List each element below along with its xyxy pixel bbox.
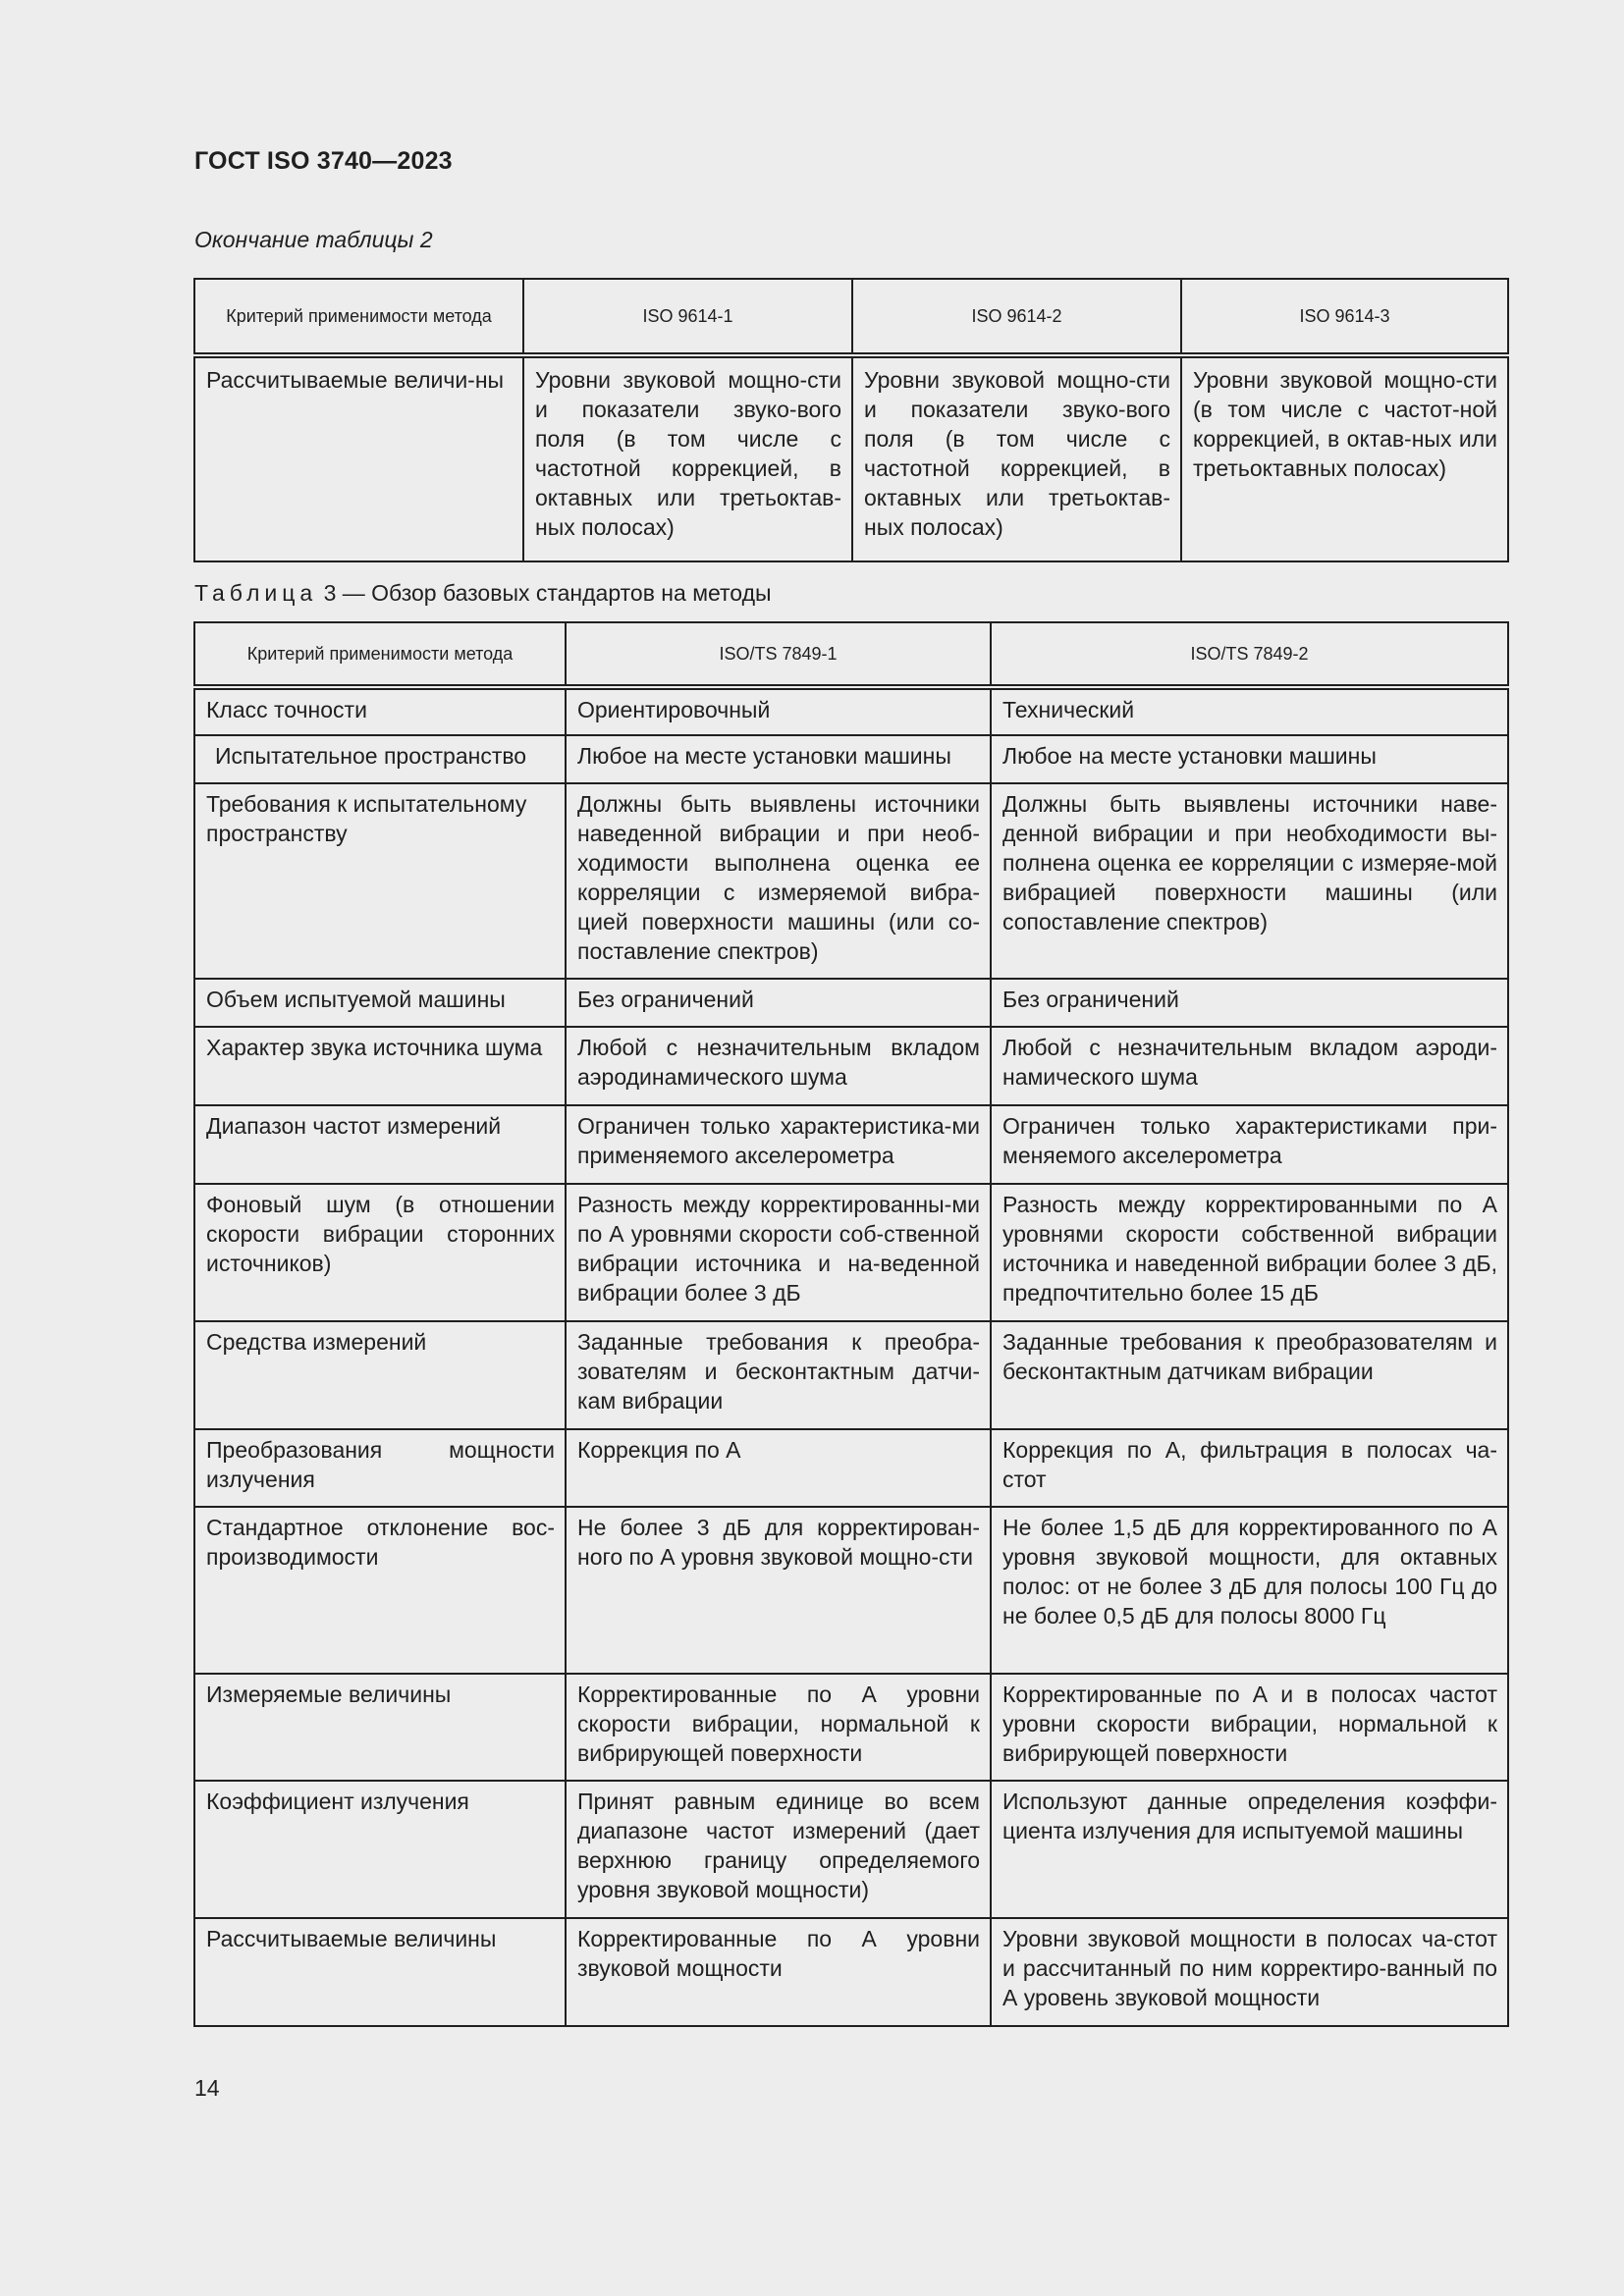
table-3: [193, 621, 1509, 2027]
table-row: [194, 1429, 1508, 1507]
table-row: [194, 355, 1508, 561]
table3-cell-criterion: Фоновый шум (в отношении скорости вибрации сторонних источников): [194, 1184, 566, 1321]
table-row: [194, 979, 1508, 1027]
table3-cell-iso-ts-7849-1: Коррекция по А: [566, 1429, 991, 1507]
table3-cell-iso-ts-7849-1: Ориентировочный: [566, 687, 991, 735]
table3-cell-criterion: Диапазон частот измерений: [194, 1105, 566, 1184]
table3-cell-iso-ts-7849-1: Должны быть выявлены источники наведенной вибрации и при необ-ходимости выполнена оценка ее корреляции с измеряемой вибра-цией поверхности машины (или со-поставление спектров): [566, 783, 991, 979]
table2-cell-iso9614-2: Уровни звуковой мощно-сти и показатели звуко-вого поля (в том числе с частотной коррекцией, в октавных или третьоктав-ных полосах): [852, 355, 1181, 561]
table3-cell-iso-ts-7849-1: Принят равным единице во всем диапазоне частот измерений (дает верхнюю границу определяемого уровня звуковой мощности): [566, 1781, 991, 1918]
table3-cell-iso-ts-7849-1: Разность между корректированны-ми по А уровнями скорости соб-ственной вибрации источника и на-веденной вибрации более 3 дБ: [566, 1184, 991, 1321]
table3-cell-iso-ts-7849-1: Без ограничений: [566, 979, 991, 1027]
table3-cell-iso-ts-7849-2: Разность между корректированными по А уровнями скорости собственной вибрации источника и наведенной вибрации более 3 дБ, предпочтительно более 15 дБ: [991, 1184, 1508, 1321]
table3-cell-criterion: Коэффициент излучения: [194, 1781, 566, 1918]
table3-cell-iso-ts-7849-1: Ограничен только характеристика-ми применяемого акселерометра: [566, 1105, 991, 1184]
table3-cell-iso-ts-7849-2: Любой с незначительным вкладом аэроди-намического шума: [991, 1027, 1508, 1105]
table3-cell-iso-ts-7849-1: Не более 3 дБ для корректирован-ного по А уровня звуковой мощно-сти: [566, 1507, 991, 1674]
table3-cell-iso-ts-7849-2: Не более 1,5 дБ для корректированного по А уровня звуковой мощности, для октавных полос: от не более 3 дБ для полосы 100 Гц до не более 0,5 дБ для полосы 8000 Гц: [991, 1507, 1508, 1674]
table3-cell-criterion: Характер звука источника шума: [194, 1027, 566, 1105]
table3-cell-iso-ts-7849-1: Любой с незначительным вкладом аэродинамического шума: [566, 1027, 991, 1105]
table-row: [194, 1321, 1508, 1429]
table3-cell-iso-ts-7849-2: Коррекция по А, фильтрация в полосах ча-стот: [991, 1429, 1508, 1507]
table-row: [194, 687, 1508, 735]
table-row: [194, 1105, 1508, 1184]
table-2: [193, 278, 1509, 562]
table3-cell-iso-ts-7849-1: Корректированные по А уровни звуковой мощности: [566, 1918, 991, 2026]
table3-cell-criterion: Испытательное пространство: [194, 735, 566, 783]
table3-cell-iso-ts-7849-2: Уровни звуковой мощности в полосах ча-стот и рассчитанный по ним корректиро-ванный по А уровень звуковой мощности: [991, 1918, 1508, 2026]
table3-cell-iso-ts-7849-2: Заданные требования к преобразователям и бесконтактным датчикам вибрации: [991, 1321, 1508, 1429]
table2-header-iso9614-1: ISO 9614-1: [523, 279, 852, 355]
table3-cell-iso-ts-7849-2: Без ограничений: [991, 979, 1508, 1027]
table2-cell-iso9614-3: Уровни звуковой мощно-сти (в том числе с частот-ной коррекцией, в октав-ных или третьоктавных полосах): [1181, 355, 1508, 561]
table3-cell-iso-ts-7849-1: Любое на месте установки машины: [566, 735, 991, 783]
table-row: [194, 1918, 1508, 2026]
table3-cell-criterion: Требования к испытательному пространству: [194, 783, 566, 979]
table2-header-iso9614-3: ISO 9614-3: [1181, 279, 1508, 355]
table3-cell-iso-ts-7849-2: Корректированные по А и в полосах частот уровни скорости вибрации, нормальной к вибрирующей поверхности: [991, 1674, 1508, 1781]
table3-header-criterion: Критерий применимости метода: [194, 622, 566, 687]
table3-caption-word: Таблица: [194, 580, 318, 606]
table2-cell-iso9614-1: Уровни звуковой мощно-сти и показатели звуко-вого поля (в том числе с частотной коррекцией, в октавных или третьоктав-ных полосах): [523, 355, 852, 561]
table3-cell-criterion: Объем испытуемой машины: [194, 979, 566, 1027]
table-row: [194, 735, 1508, 783]
table3-cell-criterion: Стандартное отклонение вос-производимости: [194, 1507, 566, 1674]
table3-caption: [194, 580, 772, 607]
table3-cell-criterion: Средства измерений: [194, 1321, 566, 1429]
table-row: [194, 1184, 1508, 1321]
table3-cell-iso-ts-7849-2: Любое на месте установки машины: [991, 735, 1508, 783]
table3-caption-text: 3 — Обзор базовых стандартов на методы: [317, 580, 772, 606]
table3-cell-criterion: Преобразования мощности излучения: [194, 1429, 566, 1507]
document-header: ГОСТ ISO 3740—2023: [194, 147, 453, 175]
table2-header-row: [194, 279, 1508, 355]
table2-header-iso9614-2: ISO 9614-2: [852, 279, 1181, 355]
table3-cell-iso-ts-7849-2: Технический: [991, 687, 1508, 735]
table3-header-iso-ts-7849-1: ISO/TS 7849-1: [566, 622, 991, 687]
table3-header-row: [194, 622, 1508, 687]
table-row: [194, 1781, 1508, 1918]
table2-continuation-label: Окончание таблицы 2: [194, 227, 433, 252]
table2-cell-criterion: Рассчитываемые величи-ны: [194, 355, 523, 561]
table3-cell-iso-ts-7849-2: Используют данные определения коэффи-циента излучения для испытуемой машины: [991, 1781, 1508, 1918]
table3-cell-criterion: Класс точности: [194, 687, 566, 735]
table-row: [194, 1027, 1508, 1105]
table-row: [194, 1507, 1508, 1674]
table-row: [194, 1674, 1508, 1781]
table3-header-iso-ts-7849-2: ISO/TS 7849-2: [991, 622, 1508, 687]
table3-cell-iso-ts-7849-2: Должны быть выявлены источники наве-денной вибрации и при необходимости вы-полнена оценка ее корреляции с измеряе-мой вибрацией поверхности машины (или сопоставление спектров): [991, 783, 1508, 979]
table3-cell-criterion: Измеряемые величины: [194, 1674, 566, 1781]
table3-cell-iso-ts-7849-1: Заданные требования к преобра-зователям и бесконтактным датчи-кам вибрации: [566, 1321, 991, 1429]
table-row: [194, 783, 1508, 979]
table3-cell-criterion: Рассчитываемые величины: [194, 1918, 566, 2026]
table3-cell-iso-ts-7849-2: Ограничен только характеристиками при-меняемого акселерометра: [991, 1105, 1508, 1184]
page-number: 14: [194, 2075, 220, 2101]
table2-header-criterion: Критерий применимости метода: [194, 279, 523, 355]
table3-cell-iso-ts-7849-1: Корректированные по А уровни скорости вибрации, нормальной к вибрирующей поверхности: [566, 1674, 991, 1781]
